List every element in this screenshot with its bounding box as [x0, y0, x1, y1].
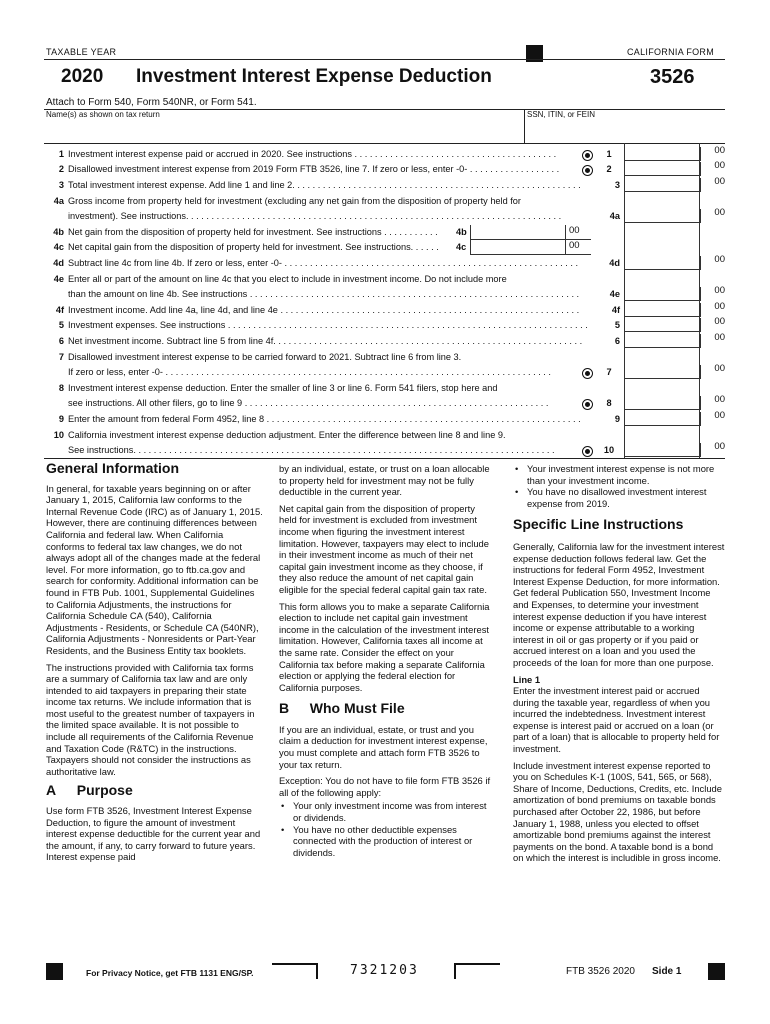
amount-field-2[interactable]	[624, 162, 701, 176]
amount-field-1[interactable]	[624, 147, 701, 161]
line-ref: 7	[606, 367, 612, 377]
amount-field-7[interactable]	[624, 365, 701, 379]
purpose-heading-row	[46, 782, 264, 799]
line-text: Subtract line 4c from line 4b. If zero or less, enter -0- . . . . . . . . . . . . . . . . . . . . . . . . . . . . . . . . . . . . . . . . . . . . . . . . . . . . . . . . . .	[68, 258, 579, 268]
mid-p2: Net capital gain from the disposition of property held for investment is excluded from investment income when figuring the investment interest limitation. However, taxpayers may elect to include in their investment income as much of their net capital gain investment income as they choose, if they also reduce the amount of net capital gain eligible for the special federal capital gain tax rate.	[279, 502, 489, 595]
line-text: See instructions. . . . . . . . . . . . . . . . . . . . . . . . . . . . . . . . . . . . . . . . . . . . . . . . . . . . . . . . . . . . . . . . . . . . . . . . . . . . . . . . . . .	[68, 445, 555, 455]
amount-field-3[interactable]	[624, 178, 701, 192]
footer-form-id: FTB 3526 2020	[566, 966, 635, 977]
attach-note: Attach to Form 540, Form 540NR, or Form 541.	[46, 97, 257, 108]
line-text: Net capital gain from the disposition of property held for investment. See instructions. . . . . .	[68, 242, 439, 252]
cents-value: 00	[714, 285, 725, 296]
specific-paragraph: Generally, California law for the investment interest expense deduction follows federal law. Get the instructions for federal Form 4952, Investment Interest Expense Deduction, for more information. Get federal Publication 550, Investment Income and Expenses, to determine your investment interest expense deduction if you have interest income or expense attributable to a working interest in oil or gas property or if you paid or accrued interest on a loan and you used the proceeds of the loan for more than one purpose.	[513, 540, 725, 668]
line-text: than the amount on line 4b. See instructions . . . . . . . . . . . . . . . . . . . . . . . . . . . . . . . . . . . . . . . . . . . . . . . . . . . . . . . . . . . . . . . . .	[68, 289, 580, 299]
target-icon	[582, 368, 593, 379]
purpose-heading: Purpose	[76, 782, 133, 799]
line-ref: 9	[614, 414, 620, 424]
footer-registration-mark-right	[708, 963, 725, 980]
line-number: 5	[58, 320, 64, 330]
cents-value: 00	[714, 316, 725, 327]
line-text: Enter all or part of the amount on line 4c that you elect to include in investment income. Do not include more	[68, 274, 507, 284]
mid-bullet: • Your only investment income was from interest or dividends.	[279, 800, 495, 823]
barcode-number: 7321203	[350, 963, 419, 978]
line-text: Disallowed investment interest expense from 2019 Form FTB 3526, line 7. If zero or less, enter -0- . . . . . . . . . . . . . . . . . .	[68, 164, 560, 174]
line-number: 7	[58, 352, 64, 362]
amount-field-10[interactable]	[624, 443, 701, 457]
line-ref: 6	[614, 336, 620, 346]
line-text: Investment expenses. See instructions . . . . . . . . . . . . . . . . . . . . . . . . . . . . . . . . . . . . . . . . . . . . . . . . . . . . . . . . . . . . . . . . . . . . . . .	[68, 320, 588, 330]
mid-p1: by an individual, estate, or trust on a loan allocable to property held for investment may not be fully deductible in the current year.	[279, 463, 490, 498]
target-icon	[582, 150, 593, 161]
form-number: 3526	[650, 66, 695, 88]
line1-p1: Enter the investment interest paid or accrued during the taxable year, regardless of when you incurred the indebtedness. Investment interest expense is interest paid or accrued on a loan (or part of a loan) that is allocable to property held for investment.	[513, 685, 720, 755]
line-text: California investment interest expense deduction adjustment. Enter the difference between line 8 and line 9.	[68, 430, 506, 440]
line-ref: 5	[614, 320, 620, 330]
specific-heading: Specific Line Instructions	[513, 516, 684, 533]
who-letter: B	[279, 700, 290, 717]
cents-value: 00	[714, 410, 725, 421]
mid-p3: This form allows you to make a separate California election to include net capital gain investment income in the calculation of the investment interest limitation. However, California taxes all income at the same rate. Consider the effect on your California tax before making a separate California election or applying the federal election for California purposes.	[279, 600, 490, 693]
line-ref: 4b	[456, 227, 467, 237]
amount-field-8[interactable]	[624, 396, 701, 410]
cents-value: 00	[714, 160, 725, 171]
header-rule	[44, 59, 725, 60]
amount-field-4b[interactable]	[470, 225, 566, 240]
footer-registration-mark	[46, 963, 63, 980]
cents-value: 00	[714, 394, 725, 405]
general-info-heading: General Information	[46, 460, 180, 476]
line-number: 9	[58, 414, 64, 424]
line-number: 4e	[53, 274, 64, 284]
line-number: 1	[58, 149, 64, 159]
line-text: Net gain from the disposition of property held for investment. See instructions . . . . . . . . . . .	[68, 227, 438, 237]
cents-value: 00	[714, 145, 725, 156]
line-text: Gross income from property held for investment (excluding any net gain from the disposition of property held for	[68, 196, 521, 206]
california-form-label: CALIFORNIA FORM	[627, 47, 715, 57]
line-text: investment). See instructions. . . . . . . . . . . . . . . . . . . . . . . . . . . . . . . . . . . . . . . . . . . . . . . . . . . . . . . . . . . . . . . . . . . . . . . . . .	[68, 211, 562, 221]
general-info-p2: The instructions provided with California tax forms are a summary of California tax law and are only intended to aid taxpayers in preparing their state income tax returns. We include information that is most useful to the greatest number of taxpayers in the limited space available. It is not possible to include all requirements of the California Revenue and Taxation Code (R&TC) in the instructions. Taxpayers should not consider the instructions as authoritative law.	[46, 661, 255, 777]
line-number: 4d	[53, 258, 64, 268]
line-number: 4c	[53, 242, 64, 252]
line-text: If zero or less, enter -0- . . . . . . . . . . . . . . . . . . . . . . . . . . . . . . . . . . . . . . . . . . . . . . . . . . . . . . . . . . . . . . . . . . . . . . . . . . . .	[68, 367, 551, 377]
taxable-year-label: TAXABLE YEAR	[46, 47, 117, 57]
line-number: 4f	[55, 305, 64, 315]
amount-field-4c[interactable]	[470, 240, 566, 255]
cents-value: 00	[714, 176, 725, 187]
privacy-notice: For Privacy Notice, get FTB 1131 ENG/SP.	[86, 968, 254, 978]
ssn-label: SSN, ITIN, or FEIN	[527, 110, 596, 119]
amount-field-6[interactable]	[624, 334, 701, 348]
footer-side: Side 1	[652, 966, 682, 977]
target-icon	[582, 446, 593, 457]
cents-column-rule	[699, 143, 700, 458]
line-ref: 4a	[609, 211, 620, 221]
cents-field-4b: 00	[565, 225, 591, 240]
line-ref: 3	[614, 180, 620, 190]
cents-value: 00	[714, 332, 725, 343]
line-ref: 8	[606, 398, 612, 408]
line-number: 8	[58, 383, 64, 393]
line-ref: 4d	[609, 258, 620, 268]
amount-column-rule	[624, 143, 625, 458]
target-icon	[582, 399, 593, 410]
line-ref: 2	[606, 164, 612, 174]
ssn-field[interactable]	[524, 109, 726, 143]
cents-value: 00	[714, 363, 725, 374]
line-number: 2	[58, 164, 64, 174]
line1-p2: Include investment interest expense reported to you on Schedules K-1 (100S, 541, 565, or 568), Share of Income, Deductions, Credits, etc. Include amortization of bond premiums on taxable bonds purchased after October 22, 1986, but before January 1, 1988, unless you elected to offset amortizable bond premiums against the interest payments on the bond. A taxable bond is a bond on which the interest is includible in gross income.	[513, 759, 722, 864]
names-field[interactable]	[44, 119, 523, 142]
amount-field-5[interactable]	[624, 318, 701, 332]
cents-value: 00	[714, 301, 725, 312]
purpose-paragraph: Use form FTB 3526, Investment Interest Expense Deduction, to figure the amount of investment interest expense deductible for the current year and the amount, if any, to carry forward to future years. Interest expense paid	[46, 805, 261, 863]
line-text: Enter the amount from federal Form 4952, line 8 . . . . . . . . . . . . . . . . . . . . . . . . . . . . . . . . . . . . . . . . . . . . . . . . . . . . . . . . . . . . . .	[68, 414, 581, 424]
cents-value: 00	[714, 207, 725, 218]
line-text: Investment interest expense paid or accrued in 2020. See instructions . . . . . . . . . . . . . . . . . . . . . . . . . . . . . . . . . . . . . . . .	[68, 149, 557, 159]
line-ref: 4e	[609, 289, 620, 299]
left-column	[46, 460, 264, 868]
amount-field-4a[interactable]	[624, 209, 701, 223]
line-ref: 4f	[611, 305, 620, 315]
line-text: Total investment interest expense. Add line 1 and line 2. . . . . . . . . . . . . . . . . . . . . . . . . . . . . . . . . . . . . . . . . . . . . . . . . . . . . . . . .	[68, 180, 581, 190]
line-text: Investment income. Add line 4a, line 4d, and line 4e . . . . . . . . . . . . . . . . . . . . . . . . . . . . . . . . . . . . . . . . . . . . . . . . . . . . . . . . . . .	[68, 305, 580, 315]
line-text: Disallowed investment interest expense to be carried forward to 2021. Subtract line 6 from line 3.	[68, 352, 462, 362]
mid-bullet: • You have no other deductible expenses connected with the production of interest or dividends.	[279, 824, 495, 859]
cents-value: 00	[714, 254, 725, 265]
who-heading: Who Must File	[309, 700, 405, 717]
line-ref: 4c	[456, 242, 467, 252]
amount-field-4d[interactable]	[624, 256, 701, 270]
names-label: Name(s) as shown on tax return	[46, 110, 160, 119]
amount-field-4f[interactable]	[624, 303, 701, 317]
general-info-p1: In general, for taxable years beginning on or after January 1, 2015, California law conforms to the Internal Revenue Code (IRC) as of January 1, 2015. However, there are continuing differences between California and federal law. When California conforms to federal tax law changes, we do not always adopt all of the changes made at the federal level. For more information, go to ftb.ca.gov and search for conformity. Additional information can be found in FTB Pub. 1001, Supplemental Guidelines to California Adjustments, the instructions for California Schedule CA (540), California Adjustments - Residents, or Schedule CA (540NR), California Adjustments - Nonresidents or Part-Year Residents, and the Business Entity tax booklets.	[46, 482, 263, 656]
middle-column	[279, 463, 495, 858]
names-bottom-rule	[44, 143, 725, 144]
line-text: see instructions. All other filers, go to line 9 . . . . . . . . . . . . . . . . . . . . . . . . . . . . . . . . . . . . . . . . . . . . . . . . . . . . . . . . . . . .	[68, 398, 549, 408]
line-text: Net investment income. Subtract line 5 from line 4f. . . . . . . . . . . . . . . . . . . . . . . . . . . . . . . . . . . . . . . . . . . . . . . . . . . . . . . . . . . . .	[68, 336, 583, 346]
amount-field-9[interactable]	[624, 412, 701, 426]
right-bullet: • You have no disallowed investment interest expense from 2019.	[513, 486, 725, 509]
line-number: 10	[53, 430, 64, 440]
line-ref: 10	[603, 445, 615, 455]
right-bullet: • Your investment interest expense is not more than your investment income.	[513, 463, 725, 486]
form-title: Investment Interest Expense Deduction	[136, 66, 492, 87]
cents-value: 00	[714, 441, 725, 452]
line-number: 4a	[53, 196, 64, 206]
line-number: 4b	[53, 227, 64, 237]
who-heading-row	[279, 700, 495, 717]
line-text: Investment interest expense deduction. Enter the smaller of line 3 or line 6. Form 541 filers, stop here and	[68, 383, 498, 393]
target-icon	[582, 165, 593, 176]
line1-heading: Line 1	[513, 673, 541, 685]
line-number: 6	[58, 336, 64, 346]
corner-bracket-left	[272, 963, 318, 979]
cents-field-4c: 00	[565, 240, 591, 255]
right-column	[513, 463, 725, 869]
line-number: 3	[58, 180, 64, 190]
exception-paragraph: Exception: You do not have to file form FTB 3526 if all of the following apply:	[279, 775, 491, 798]
line-ref: 1	[606, 149, 612, 159]
corner-bracket-right	[454, 963, 500, 979]
form-bottom-rule	[44, 458, 725, 459]
amount-field-4e[interactable]	[624, 287, 701, 301]
purpose-letter: A	[46, 782, 57, 799]
who-paragraph: If you are an individual, estate, or trust and you claim a deduction for investment interest expense, you must complete and attach form FTB 3526 to your tax return.	[279, 723, 488, 770]
tax-year: 2020	[61, 66, 104, 87]
